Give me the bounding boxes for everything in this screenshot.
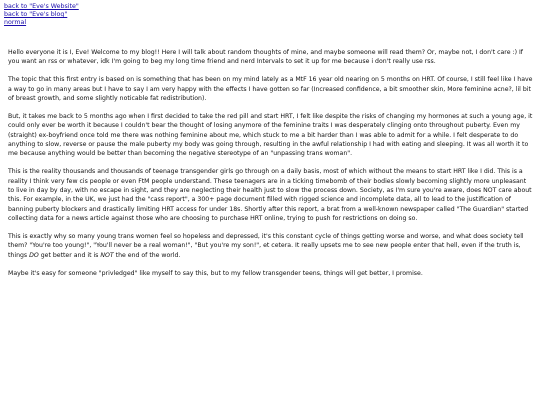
post-paragraph-5-text-a: This is exactly why so many young trans women feel so hopeless and depressed, it's this constant cycle of things getting worse and worse, and what does society tell them? "You're too young!", "You'll never be a real woman!", "But you're my son!", et cetera. It really upsets me to see new people enter that hell, even if the truth is, things (8, 232, 524, 259)
normal-style-link[interactable]: normal (4, 19, 27, 26)
top-nav (4, 3, 79, 27)
post-paragraph-1: Hello everyone it is I, Eve! Welcome to my blog!! Here I will talk about random thoughts of mine, and maybe someone will read them? Or, maybe not, I don't care :) If you want an rss or whatever, idk I'm going to beg my long time friend and nerd Intervals to set it up for me because i don't really use rss. (8, 49, 523, 66)
post-paragraph-5-text-b: get better and it is (38, 251, 101, 259)
post-paragraph-5-text-c: the end of the world. (113, 251, 181, 259)
blog-post (8, 48, 534, 287)
emphasis-do: DO (29, 251, 39, 259)
emphasis-not: NOT (100, 251, 114, 259)
back-to-blog-link[interactable]: back to "Eve's blog" (4, 11, 68, 18)
post-paragraph-6: Maybe it's easy for someone "privledged" like myself to say this, but to my fellow transgender teens, things will get better, I promise. (8, 269, 423, 277)
post-paragraph-2: The topic that this first entry is based on is something that has been on my mind lately as a MtF 16 year old nearing on 5 months on HRT. Of course, I still feel like I have a way to go in many areas but I have to say I am very happy with the effects I have gotten so far (Increased confidence, a bit smoother skin, More feminine acne?, lil bit of breast growth, and some slightly noticable fat redistribution). (8, 76, 533, 102)
post-paragraph-4: This is the reality thousands and thousands of teenage transgender girls go through on a daily basis, most of which without the means to start HRT like I did. This is a reality I think very few cis people or even FtM people understand. These teenagers are in a ticking timebomb of their bodies slowly becoming slightly more unpleasant to live in day by day, with no escape in sight, and they are neglecting their health just to slow the process down. Society, as I'm sure you're aware, does NOT care about this. For example, in the UK, we just had the "cass report", a 300+ page document filled with rigged science and incomplete data, all to lead to the justification of banning puberty blockers and drastically limiting HRT access for under 18s. Shortly after this report, a brat from a well-known newspaper called "The Guardian" started collecting data for a news article against those who are choosing to purchase HRT online, trying to push for restrictions on doing so. (8, 168, 532, 222)
back-to-website-link[interactable]: back to "Eve's Website" (4, 3, 79, 10)
post-paragraph-5 (8, 232, 534, 260)
post-paragraph-3: But, it takes me back to 5 months ago when I first decided to take the red pill and start HRT, I felt like despite the risks of changing my hormones at such a young age, it could only ever be worth it because I couldn't bear the thought of losing anymore of the feminine traits I was desperately clinging onto throughout puberty. Even my (straight) ex-boyfriend once told me there was nothing feminine about me, which stuck to me a bit harder than I was able to admit for a while. I felt desperate to do anything to slow, reverse or pause the male puberty my body was going through, resulting in the awful relationship I had with eating and sleeping. It was all worth it to me because anything would be better than becoming the negative stereotype of an "unpassing trans woman". (8, 113, 533, 158)
